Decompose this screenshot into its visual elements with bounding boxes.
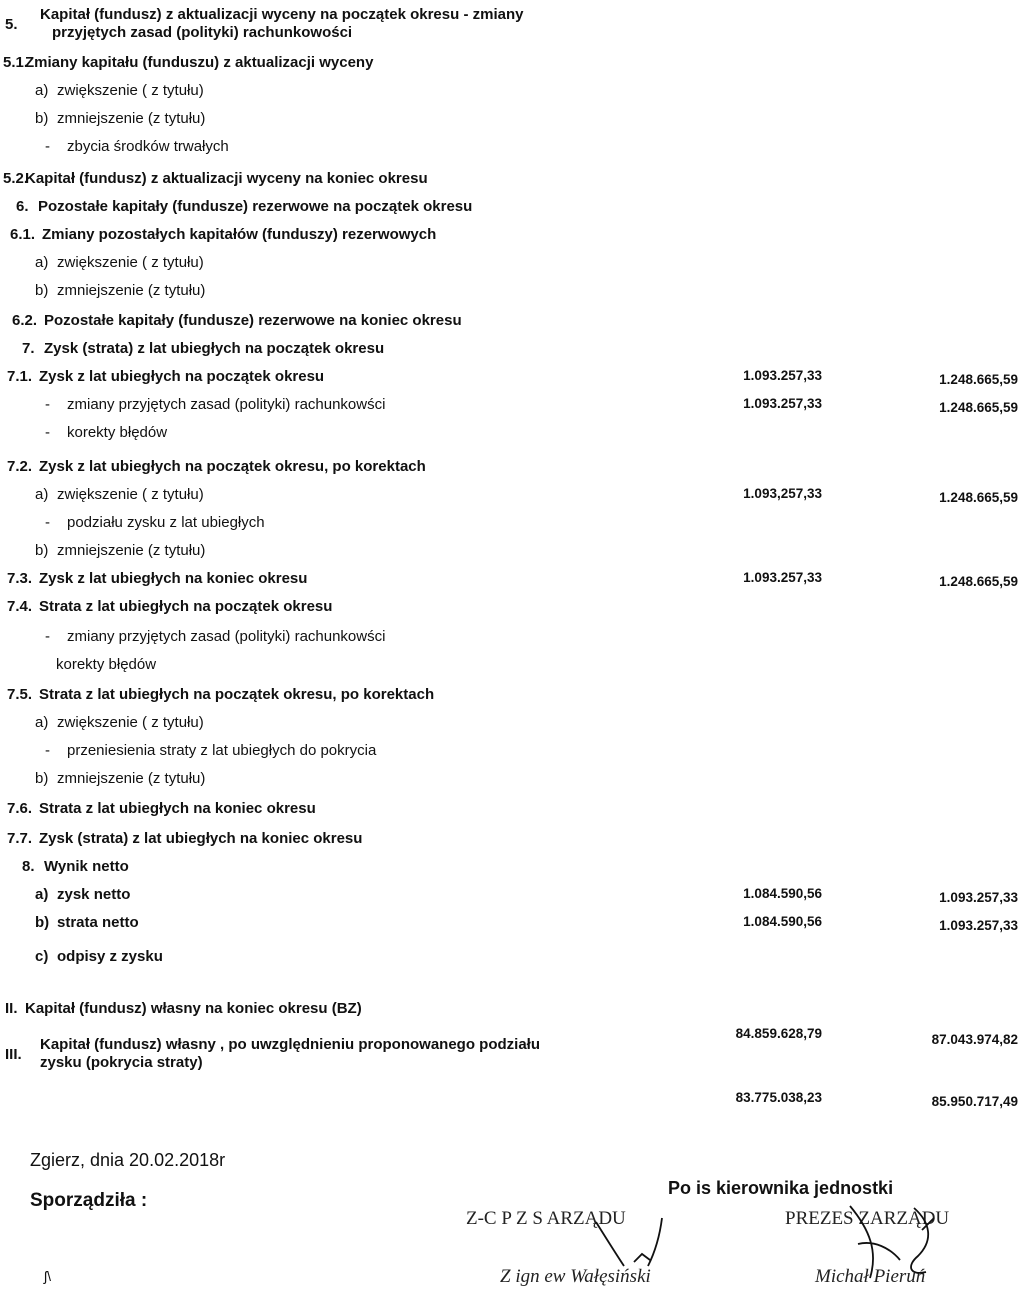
row-number: II. [5, 1000, 18, 1017]
row-label: Zysk z lat ubiegłych na początek okresu [39, 368, 325, 385]
statement-row [0, 198, 1024, 224]
row-label: Zysk (strata) z lat ubiegłych na koniec okresu [39, 830, 363, 847]
row-number: 8. [22, 858, 35, 875]
row-label: zmniejszenie (z tytułu) [57, 110, 206, 127]
row-label: Kapitał (fundusz) z aktualizacji wyceny na początek okresu - zmiany [40, 6, 524, 23]
prepared-by-label: Sporządziła : [30, 1190, 148, 1211]
value-current-year: 1.093.257,33 [743, 570, 822, 585]
name-vice-president: Z ign ew Wałęsiński [500, 1266, 651, 1287]
row-label: przyjętych zasad (polityki) rachunkowości [52, 24, 353, 41]
row-label: zbycia środków trwałych [67, 138, 229, 155]
row-label: Zysk z lat ubiegłych na koniec okresu [39, 570, 308, 587]
statement-row [0, 54, 1024, 80]
statement-row [0, 170, 1024, 196]
statement-row [0, 340, 1024, 366]
statement-row [0, 254, 1024, 280]
row-number: a) [35, 486, 49, 503]
row-number: 5. [5, 16, 18, 33]
row-number: - [45, 742, 50, 759]
row-label: Pozostałe kapitały (fundusze) rezerwowe na początek okresu [38, 198, 473, 215]
statement-row [0, 598, 1024, 624]
preparer-mark: ʃ\ [44, 1268, 51, 1284]
row-label: przeniesienia straty z lat ubiegłych do pokrycia [67, 742, 377, 759]
value-previous-year: 1.248.665,59 [939, 490, 1018, 505]
statement-row [0, 6, 1024, 41]
row-number: b) [35, 110, 49, 127]
row-number: c) [35, 948, 49, 965]
value-previous-year: 1.093.257,33 [939, 918, 1018, 933]
row-number: a) [35, 886, 49, 903]
row-label: zwiększenie ( z tytułu) [57, 254, 204, 271]
statement-row [0, 800, 1024, 826]
row-number: b) [35, 282, 49, 299]
row-number: - [45, 396, 50, 413]
row-label: Zmiany kapitału (funduszu) z aktualizacji wyceny [25, 54, 374, 71]
stamp-president: PREZES ZARZĄDU [785, 1208, 950, 1229]
row-number: - [45, 424, 50, 441]
row-number: a) [35, 82, 49, 99]
row-label: Strata z lat ubiegłych na początek okresu [39, 598, 333, 615]
row-number: 6.1. [10, 226, 36, 243]
statement-row [0, 424, 1024, 450]
handwritten-signature-right [830, 1200, 950, 1290]
statement-row [0, 886, 1024, 912]
row-number: 6.2. [12, 312, 38, 329]
value-current-year: 84.859.628,79 [735, 1026, 822, 1041]
row-label: podziału zysku z lat ubiegłych [67, 514, 265, 531]
row-number: a) [35, 714, 49, 731]
value-current-year: 1.093,257,33 [743, 486, 822, 501]
statement-row [0, 282, 1024, 308]
statement-row [0, 742, 1024, 768]
row-label: Zysk z lat ubiegłych na początek okresu, po korektach [39, 458, 426, 475]
row-label: korekty błędów [56, 656, 157, 673]
value-previous-year: 1.248.665,59 [939, 400, 1018, 415]
row-label: zmniejszenie (z tytułu) [57, 770, 206, 787]
row-label: odpisy z zysku [57, 948, 163, 965]
row-number: b) [35, 770, 49, 787]
value-previous-year: 1.248.665,59 [939, 372, 1018, 387]
row-number: 7. [22, 340, 35, 357]
statement-row [0, 656, 1024, 682]
row-label: Pozostałe kapitały (fundusze) rezerwowe na koniec okresu [44, 312, 462, 329]
row-number: III. [5, 1046, 22, 1063]
row-label: Kapitał (fundusz) własny na koniec okresu (BZ) [25, 1000, 362, 1017]
statement-row [0, 514, 1024, 540]
statement-row [0, 542, 1024, 568]
row-label: zmniejszenie (z tytułu) [57, 282, 206, 299]
row-label: zwiększenie ( z tytułu) [57, 486, 204, 503]
statement-row [0, 858, 1024, 884]
row-label: zysku (pokrycia straty) [40, 1054, 203, 1071]
row-number: 5.2. [3, 170, 29, 187]
place-and-date: Zgierz, dnia 20.02.2018r [30, 1150, 226, 1170]
value-current-year: 1.084.590,56 [743, 886, 822, 901]
row-number: 7.4. [7, 598, 33, 615]
stamp-vice-president: Z-C P Z S ARZĄDU [466, 1208, 626, 1229]
statement-row [0, 486, 1024, 512]
row-label: Kapitał (fundusz) własny , po uwzględnieniu proponowanego podziału [40, 1036, 540, 1053]
row-label: zmiany przyjętych zasad (polityki) rachunkowści [67, 396, 386, 413]
statement-row [0, 138, 1024, 164]
statement-row [0, 686, 1024, 712]
row-number: a) [35, 254, 49, 271]
row-label: Kapitał (fundusz) z aktualizacji wyceny na koniec okresu [25, 170, 428, 187]
statement-row [0, 714, 1024, 740]
statement-row [0, 628, 1024, 654]
statement-row [0, 770, 1024, 796]
statement-row [0, 312, 1024, 338]
row-number: 7.2. [7, 458, 33, 475]
row-label: Strata z lat ubiegłych na początek okresu, po korektach [39, 686, 435, 703]
statement-row [0, 948, 1024, 974]
row-label: korekty błędów [67, 424, 168, 441]
statement-row [0, 914, 1024, 940]
row-label: Zmiany pozostałych kapitałów (funduszy) rezerwowych [42, 226, 437, 243]
row-number: 7.1. [7, 368, 33, 385]
name-president: Michał Pieruń [815, 1266, 926, 1287]
statement-row [0, 82, 1024, 108]
row-label: Strata z lat ubiegłych na koniec okresu [39, 800, 316, 817]
value-previous-year: 87.043.974,82 [931, 1032, 1018, 1047]
row-label: Wynik netto [44, 858, 129, 875]
value-previous-year: 85.950.717,49 [931, 1094, 1018, 1109]
value-previous-year: 1.093.257,33 [939, 890, 1018, 905]
row-number: 7.5. [7, 686, 33, 703]
value-current-year: 1.093.257,33 [743, 396, 822, 411]
row-label: zmniejszenie (z tytułu) [57, 542, 206, 559]
value-previous-year: 1.248.665,59 [939, 574, 1018, 589]
statement-row [0, 570, 1024, 596]
statement-row [0, 830, 1024, 856]
manager-signature-label: Po is kierownika jednostki [668, 1178, 894, 1198]
row-number: - [45, 138, 50, 155]
row-label: strata netto [57, 914, 139, 931]
row-number: 6. [16, 198, 29, 215]
row-number: 7.3. [7, 570, 33, 587]
row-label: zmiany przyjętych zasad (polityki) rachunkowści [67, 628, 386, 645]
statement-row [0, 226, 1024, 252]
statement-row [0, 110, 1024, 136]
value-current-year: 83.775.038,23 [735, 1090, 822, 1105]
row-label: zwiększenie ( z tytułu) [57, 82, 204, 99]
row-label: zysk netto [57, 886, 131, 903]
row-number: b) [35, 914, 50, 931]
value-current-year: 1.093.257,33 [743, 368, 822, 383]
value-current-year: 1.084.590,56 [743, 914, 822, 929]
row-number: b) [35, 542, 49, 559]
statement-row [0, 396, 1024, 422]
handwritten-signature-left [590, 1214, 700, 1274]
statement-row [0, 368, 1024, 394]
row-label: Zysk (strata) z lat ubiegłych na początek okresu [44, 340, 385, 357]
row-number: - [45, 514, 50, 531]
row-number: 7.7. [7, 830, 33, 847]
statement-row [0, 458, 1024, 484]
row-number: - [45, 628, 50, 645]
row-label: zwiększenie ( z tytułu) [57, 714, 204, 731]
row-number: 5.1. [3, 54, 29, 71]
row-number: 7.6. [7, 800, 33, 817]
